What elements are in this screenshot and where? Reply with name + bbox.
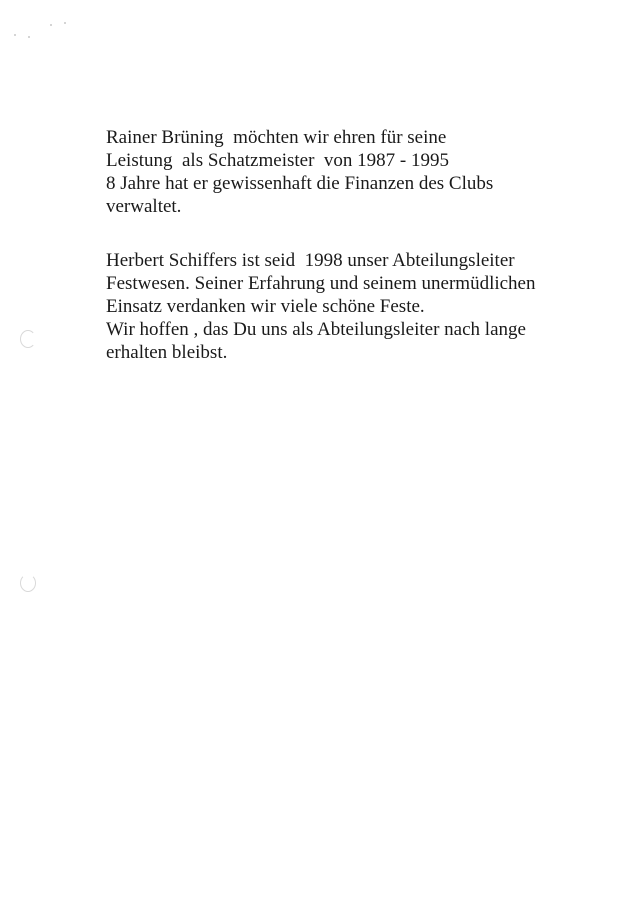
- text-line: 8 Jahre hat er gewissenhaft die Finanzen des Clubs: [106, 173, 494, 194]
- paragraph-herbert-schiffers: [106, 249, 536, 364]
- scan-speck: [50, 24, 52, 26]
- punch-hole-mark: [20, 330, 36, 348]
- text-line: verwaltet.: [106, 196, 182, 217]
- text-line: Wir hoffen , das Du uns als Abteilungsleiter nach lange: [106, 319, 526, 340]
- text-line: Leistung als Schatzmeister von 1987 - 1995: [106, 150, 449, 171]
- scan-speck: [28, 36, 30, 38]
- scan-speck: [14, 34, 16, 36]
- text-line: Einsatz verdanken wir viele schöne Feste.: [106, 296, 425, 317]
- scan-speck: [64, 22, 66, 24]
- text-line: Rainer Brüning möchten wir ehren für seine: [106, 127, 447, 148]
- text-line: Herbert Schiffers ist seid 1998 unser Abteilungsleiter: [106, 250, 515, 271]
- punch-hole-mark: [20, 574, 36, 592]
- paragraph-rainer-bruening: [106, 126, 493, 218]
- text-line: erhalten bleibst.: [106, 342, 228, 363]
- text-line: Festwesen. Seiner Erfahrung und seinem unermüdlichen: [106, 273, 536, 294]
